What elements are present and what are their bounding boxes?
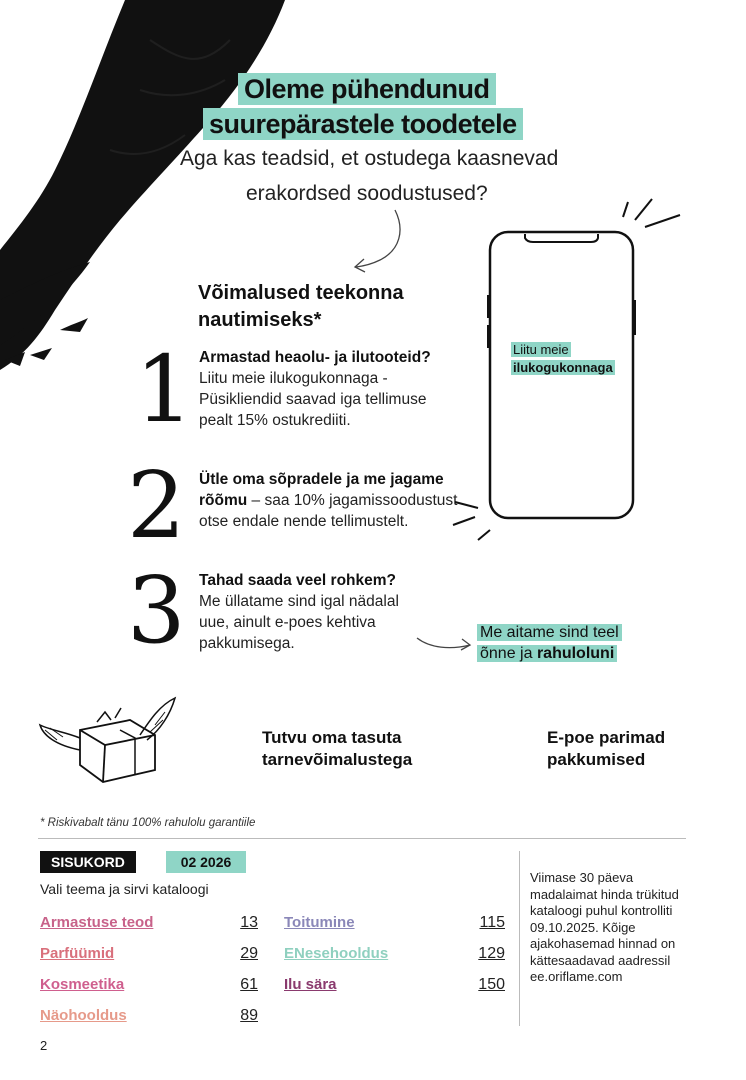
section-heading-line1: Võimalused teekonna [198,282,404,304]
help-line1: Me aitame sind teel [477,624,622,641]
toc-column-2 [284,914,505,1007]
hero-title-line2-wrap [203,108,523,140]
delivery-line1: Tutvu oma tasuta [262,728,402,747]
step-3-body: Me üllatame sind igal nädalal uue, ainult e-poes kehtiva pakkumisega. [199,593,399,652]
toc-item-page[interactable]: 129 [478,945,505,962]
toc-item-page[interactable]: 61 [240,976,258,993]
toc-item-page[interactable]: 13 [240,914,258,931]
page-number: 2 [40,1038,48,1053]
step-3-title: Tahad saada veel rohkem? [199,572,396,589]
toc-row[interactable] [284,976,505,1007]
delivery-line2: tarnevõimalustega [262,750,413,769]
toc-item-label[interactable]: Näohooldus [40,1007,127,1024]
vertical-divider [519,851,520,1026]
toc-item-label[interactable]: ENesehooldus [284,945,389,962]
help-line2-prefix: õnne ja [480,645,537,662]
phone-label-line1: Liitu meie [513,342,569,357]
hero-title-line1: Oleme pühendunud [238,73,496,105]
step-2-body: – saa 10% jagamissoodustust otse endale nende tellimustelt. [199,492,458,530]
help-line2-bold: rahuloluni [536,645,615,662]
toc-item-label[interactable]: Toitumine [284,914,355,931]
step-1-body: Liitu meie ilukogukonnaga - Püsikliendid saavad iga tellimuse pealt 15% ostukrediiti. [199,370,427,429]
curved-arrow-icon [350,205,420,280]
toc-item-label[interactable]: Armastuse teod [40,914,154,931]
phone-label [511,341,615,377]
footnote: * Riskivabalt tänu 100% rahulolu garantiile [40,817,256,829]
delivery-link[interactable] [262,727,412,771]
toc-item-page[interactable]: 150 [478,976,505,993]
toc-column-1 [40,914,258,1038]
eshop-line1: E-poe parimad [547,728,666,747]
eshop-line2: pakkumised [547,750,646,769]
toc-badge: SISUKORD [40,851,136,873]
step-1-title: Armastad heaolu- ja ilutooteid? [199,349,431,366]
step-2-text [199,469,469,532]
step-2-title: Ütle oma sõpradele ja me jagame rõõmu [199,471,444,509]
section-heading-line2: nautimiseks* [198,309,322,331]
help-callout [477,622,622,664]
toc-item-label[interactable]: Parfüümid [40,945,115,962]
hero-subtitle-line1: Aga kas teadsid, et ostudega kaasnevad [180,147,559,170]
toc-subtitle: Vali teema ja sirvi kataloogi [40,881,209,897]
toc-row[interactable] [40,914,258,945]
toc-row[interactable] [40,1007,258,1038]
toc-row[interactable] [284,914,505,945]
step-2-number: 2 [127,452,186,559]
arrow-right-icon [415,630,475,655]
hero-title-line1-wrap [238,73,496,105]
toc-row[interactable] [40,945,258,976]
hero-title-line2: suurepärastele toodetele [203,108,523,140]
price-note: Viimase 30 päeva madalaimat hinda trükitud kataloogi puhul kontrolliti 09.10.2025. Kõige ajakohasemad hinnad on kättesaadavad aadressil ee.oriflame.com [530,870,679,984]
hero-subtitle-line2: erakordsed soodustused? [246,182,488,205]
toc-item-page[interactable]: 29 [240,945,258,962]
toc-item-page[interactable]: 89 [240,1007,258,1024]
toc-item-label[interactable]: Ilu sära [284,976,337,993]
step-1-text [199,347,459,431]
eshop-offers-link[interactable] [547,727,665,771]
toc-item-label[interactable]: Kosmeetika [40,976,125,993]
divider [38,838,686,839]
toc-row[interactable] [40,976,258,1007]
step-3-text [199,570,429,654]
winged-package-icon [35,690,185,790]
toc-row[interactable] [284,945,505,976]
step-1-number: 1 [135,336,194,443]
toc-issue: 02 2026 [166,851,246,873]
step-3-number: 3 [127,557,186,664]
phone-label-line2: ilukogukonnaga [513,360,613,375]
toc-item-page[interactable]: 115 [479,914,505,931]
